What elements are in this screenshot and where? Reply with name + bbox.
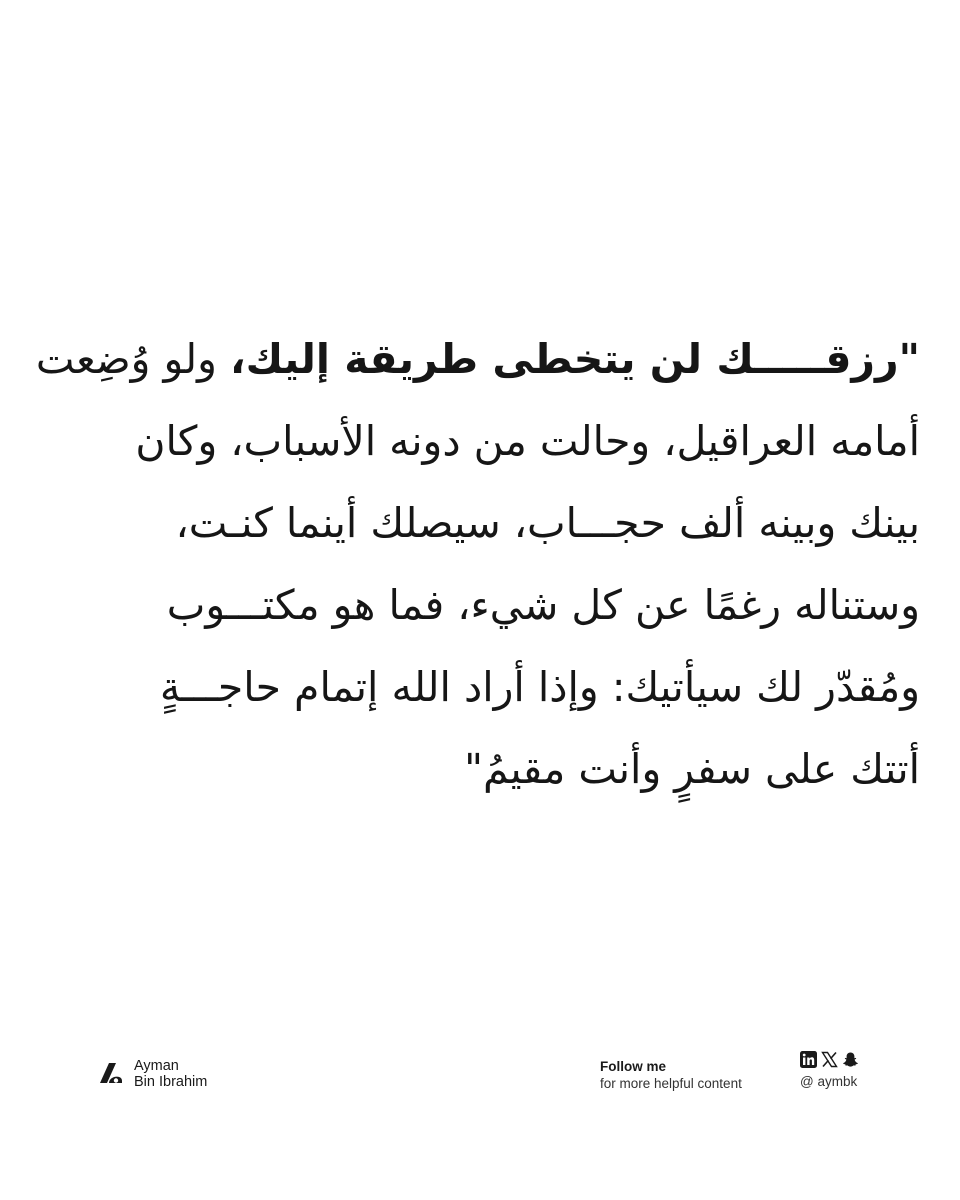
quote-line-1-bold: "رزقـــــك لن يتخطى طريقة إليك، [230,335,920,383]
quote-line-1 [35,318,920,400]
social-icons [800,1050,859,1068]
follow-subtitle: for more helpful content [600,1076,742,1091]
quote-line-6: أتتك على سفرٍ وأنت مقيمُ" [464,745,920,793]
brand-name-line-2: Bin Ibrahim [134,1074,208,1090]
quote-line-5: ومُقدّر لك سيأتيك: وإذا أراد الله إتمام حاجـــةٍ [159,663,920,711]
brand-name-line-1: Ayman [134,1058,179,1074]
follow-title: Follow me [600,1059,667,1074]
social-handle[interactable]: @ aymbk [800,1074,858,1089]
social-links [800,1050,859,1089]
quote-line-1-rest: ولو وُضِعت [35,335,231,383]
follow-info [600,1058,742,1092]
quote-block [35,318,920,810]
brand [96,1058,207,1090]
footer [0,1050,960,1110]
quote-line-2: أمامه العراقيل، وحالت من دونه الأسباب، وكان [135,417,920,465]
brand-name [134,1058,207,1090]
linkedin-icon[interactable] [800,1051,817,1068]
ayman-logo-icon [96,1059,126,1089]
snapchat-icon[interactable] [842,1051,859,1068]
x-icon[interactable] [821,1051,838,1068]
quote-line-4: وستناله رغمًا عن كل شيء، فما هو مكتـــوب [166,581,920,629]
quote-line-3: بينك وبينه ألف حجـــاب، سيصلك أينما كنـت، [175,499,920,547]
